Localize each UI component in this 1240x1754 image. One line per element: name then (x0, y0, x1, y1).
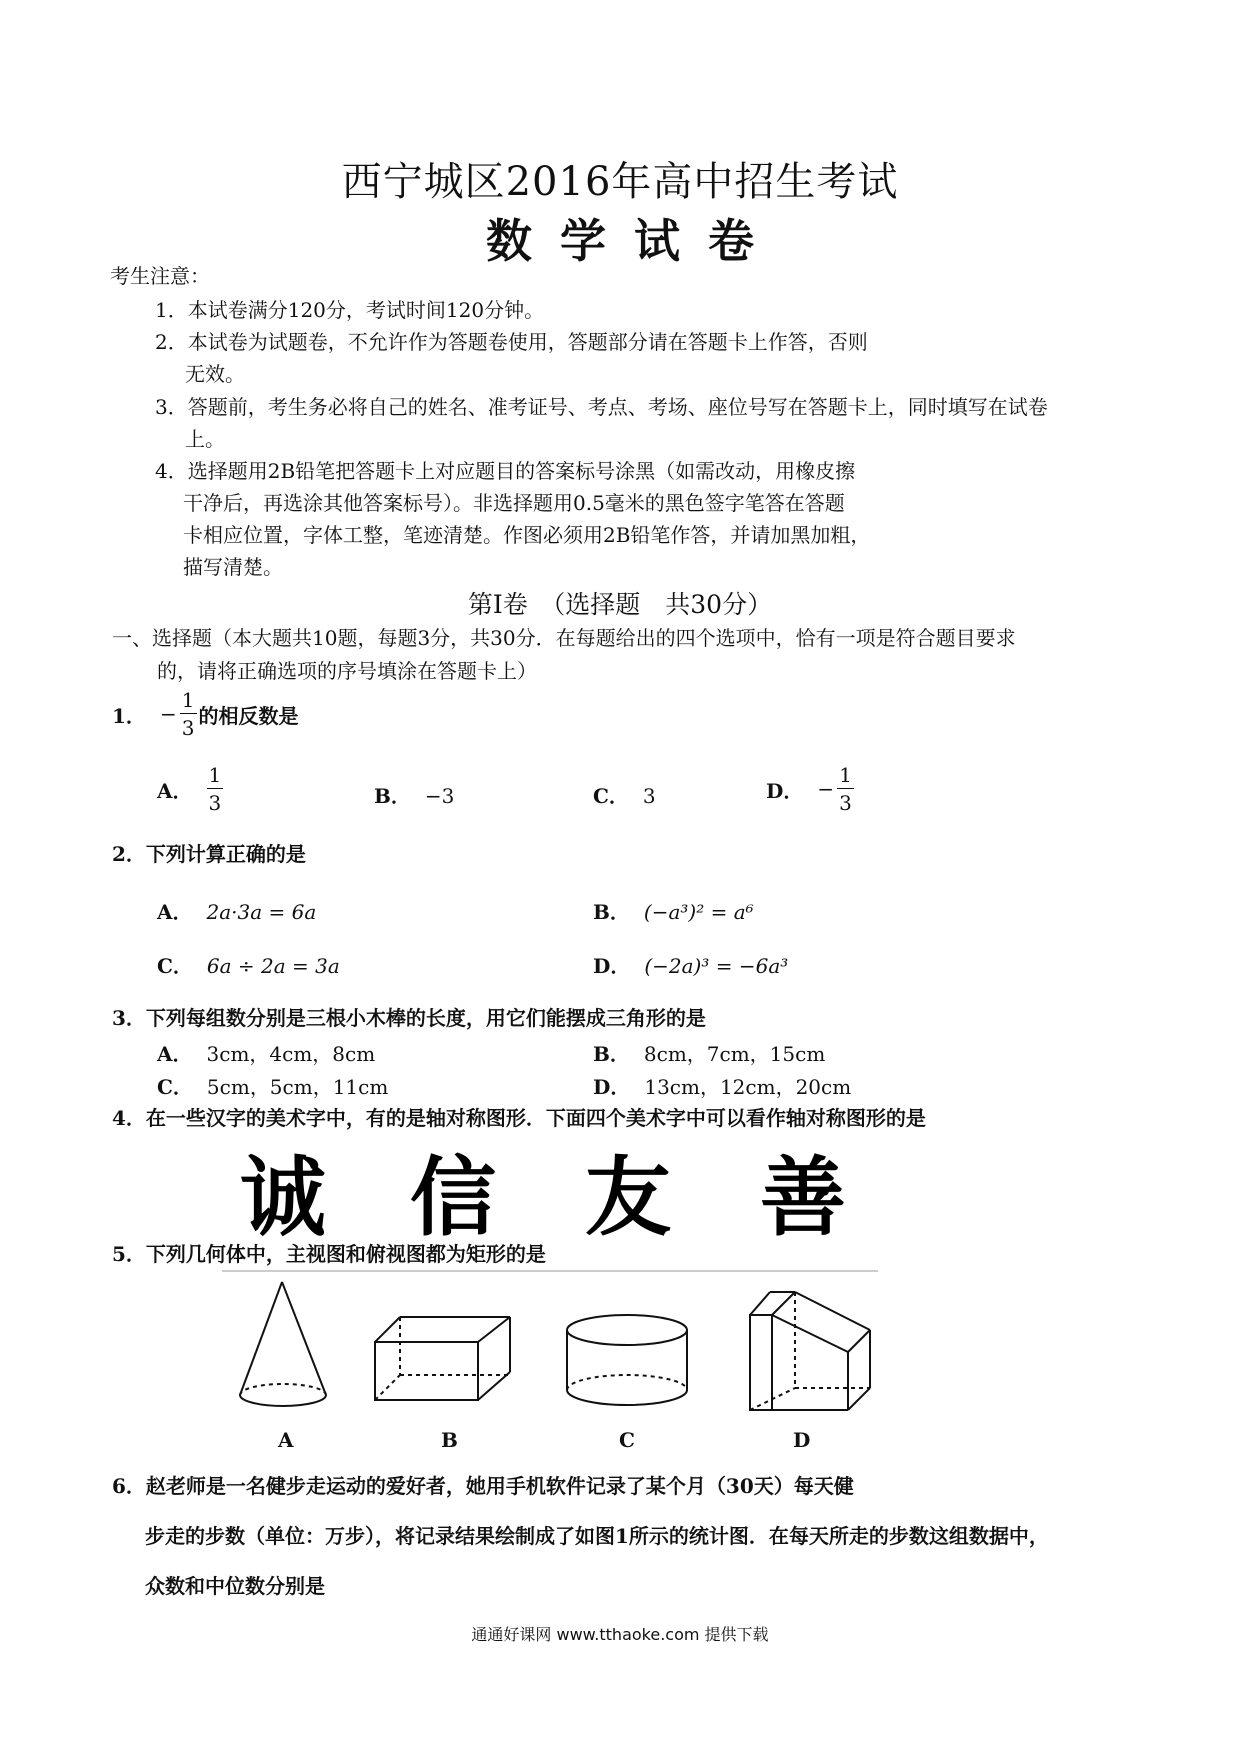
q1-option-a: A． $\frac{1}{3}$ (157, 763, 222, 815)
notice-line-2: 2．本试卷为试题卷，不允许作为答题卷使用，答题部分请在答题卡上作答，否则 (155, 330, 868, 354)
q1-stem-text: 的相反数是 (198, 703, 299, 728)
q6-line-1: 6．赵老师是一名健步走运动的爱好者，她用手机软件记录了某个月（30天）每天健 (112, 1474, 854, 1498)
q5-label-a: A (278, 1428, 294, 1452)
q1-number: 1． (112, 704, 146, 728)
notice-line-3: 3．答题前，考生务必将自己的姓名、准考证号、考点、考场、座位号写在答题卡上，同时填写在试卷 (155, 395, 1048, 419)
q1-fraction: $\frac{1}{3}$ (181, 688, 195, 740)
q1-option-b: B． −3 (374, 784, 455, 808)
q1-stem (160, 690, 299, 738)
q3-option-b: B． 8cm，7cm，15cm (593, 1042, 826, 1066)
notice-line-1: 1．本试卷满分120分，考试时间120分钟。 (155, 298, 545, 322)
q3-option-c: C． 5cm，5cm，11cm (157, 1075, 389, 1099)
q1-option-d: D． − $\frac{1}{3}$ (766, 763, 852, 815)
q6-line-3: 众数和中位数分别是 (145, 1574, 325, 1598)
q2-option-d: D． (−2a)³ = −6a³ (593, 954, 789, 978)
notice-line-4b: 干净后，再选涂其他答案标号）。非选择题用0.5毫米的黑色签字笔答在答题 (183, 491, 845, 515)
section-title: 第I卷 （选择题 共30分） (467, 590, 773, 619)
prism-shape (750, 1292, 870, 1410)
q4-char-1: 诚 (240, 1148, 326, 1248)
page-footer: 通通好课网 www.tthaoke.com 提供下载 (471, 1625, 769, 1644)
q4-char-2: 信 (410, 1148, 496, 1248)
q6-line-2: 步走的步数（单位：万步），将记录结果绘制成了如图1所示的统计图．在每天所走的步数这组数据中， (145, 1524, 1049, 1548)
q3-stem: 3．下列每组数分别是三根小木棒的长度，用它们能摆成三角形的是 (112, 1006, 706, 1030)
notice-line-4d: 描写清楚。 (183, 555, 283, 579)
section-instruction-1: 一、选择题（本大题共10题，每题3分，共30分．在每题给出的四个选项中，恰有一项是符合题目要求 (112, 626, 1016, 650)
q1-sign: − (160, 702, 177, 726)
cone-shape (240, 1282, 326, 1406)
q2-option-b: B． (−a³)² = a⁶ (593, 900, 754, 924)
notice-heading: 考生注意： (110, 264, 210, 288)
notice-line-2b: 无效。 (185, 362, 245, 386)
q5-label-d: D (793, 1428, 811, 1452)
cuboid-shape (375, 1317, 510, 1400)
cylinder-shape (567, 1315, 687, 1405)
q4-char-3: 友 (585, 1148, 671, 1248)
q5-solids-figure (220, 1270, 880, 1420)
section-instruction-2: 的，请将正确选项的序号填涂在答题卡上） (157, 659, 537, 683)
q3-option-a: A． 3cm，4cm，8cm (157, 1042, 376, 1066)
q3-option-d: D． 13cm，12cm，20cm (593, 1075, 852, 1099)
notice-line-3b: 上。 (185, 427, 225, 451)
notice-line-4: 4．选择题用2B铅笔把答题卡上对应题目的答案标号涂黑（如需改动，用橡皮擦 (155, 459, 856, 483)
q2-option-c: C． 6a ÷ 2a = 3a (157, 954, 340, 978)
notice-line-4c: 卡相应位置，字体工整，笔迹清楚。作图必须用2B铅笔作答，并请加黑加粗， (183, 523, 871, 547)
q1-option-c: C． 3 (593, 784, 656, 808)
q4-char-4: 善 (760, 1148, 846, 1248)
q2-option-a: A． 2a·3a = 6a (157, 900, 317, 924)
q5-stem: 5．下列几何体中，主视图和俯视图都为矩形的是 (112, 1242, 546, 1266)
exam-subtitle: 数学试卷 (486, 214, 782, 268)
q4-stem: 4．在一些汉字的美术字中，有的是轴对称图形．下面四个美术字中可以看作轴对称图形的是 (112, 1106, 926, 1130)
q2-stem: 2．下列计算正确的是 (112, 842, 306, 866)
q5-label-c: C (619, 1428, 635, 1452)
exam-title: 西宁城区2016年高中招生考试 (341, 159, 899, 205)
q5-label-b: B (441, 1428, 458, 1452)
